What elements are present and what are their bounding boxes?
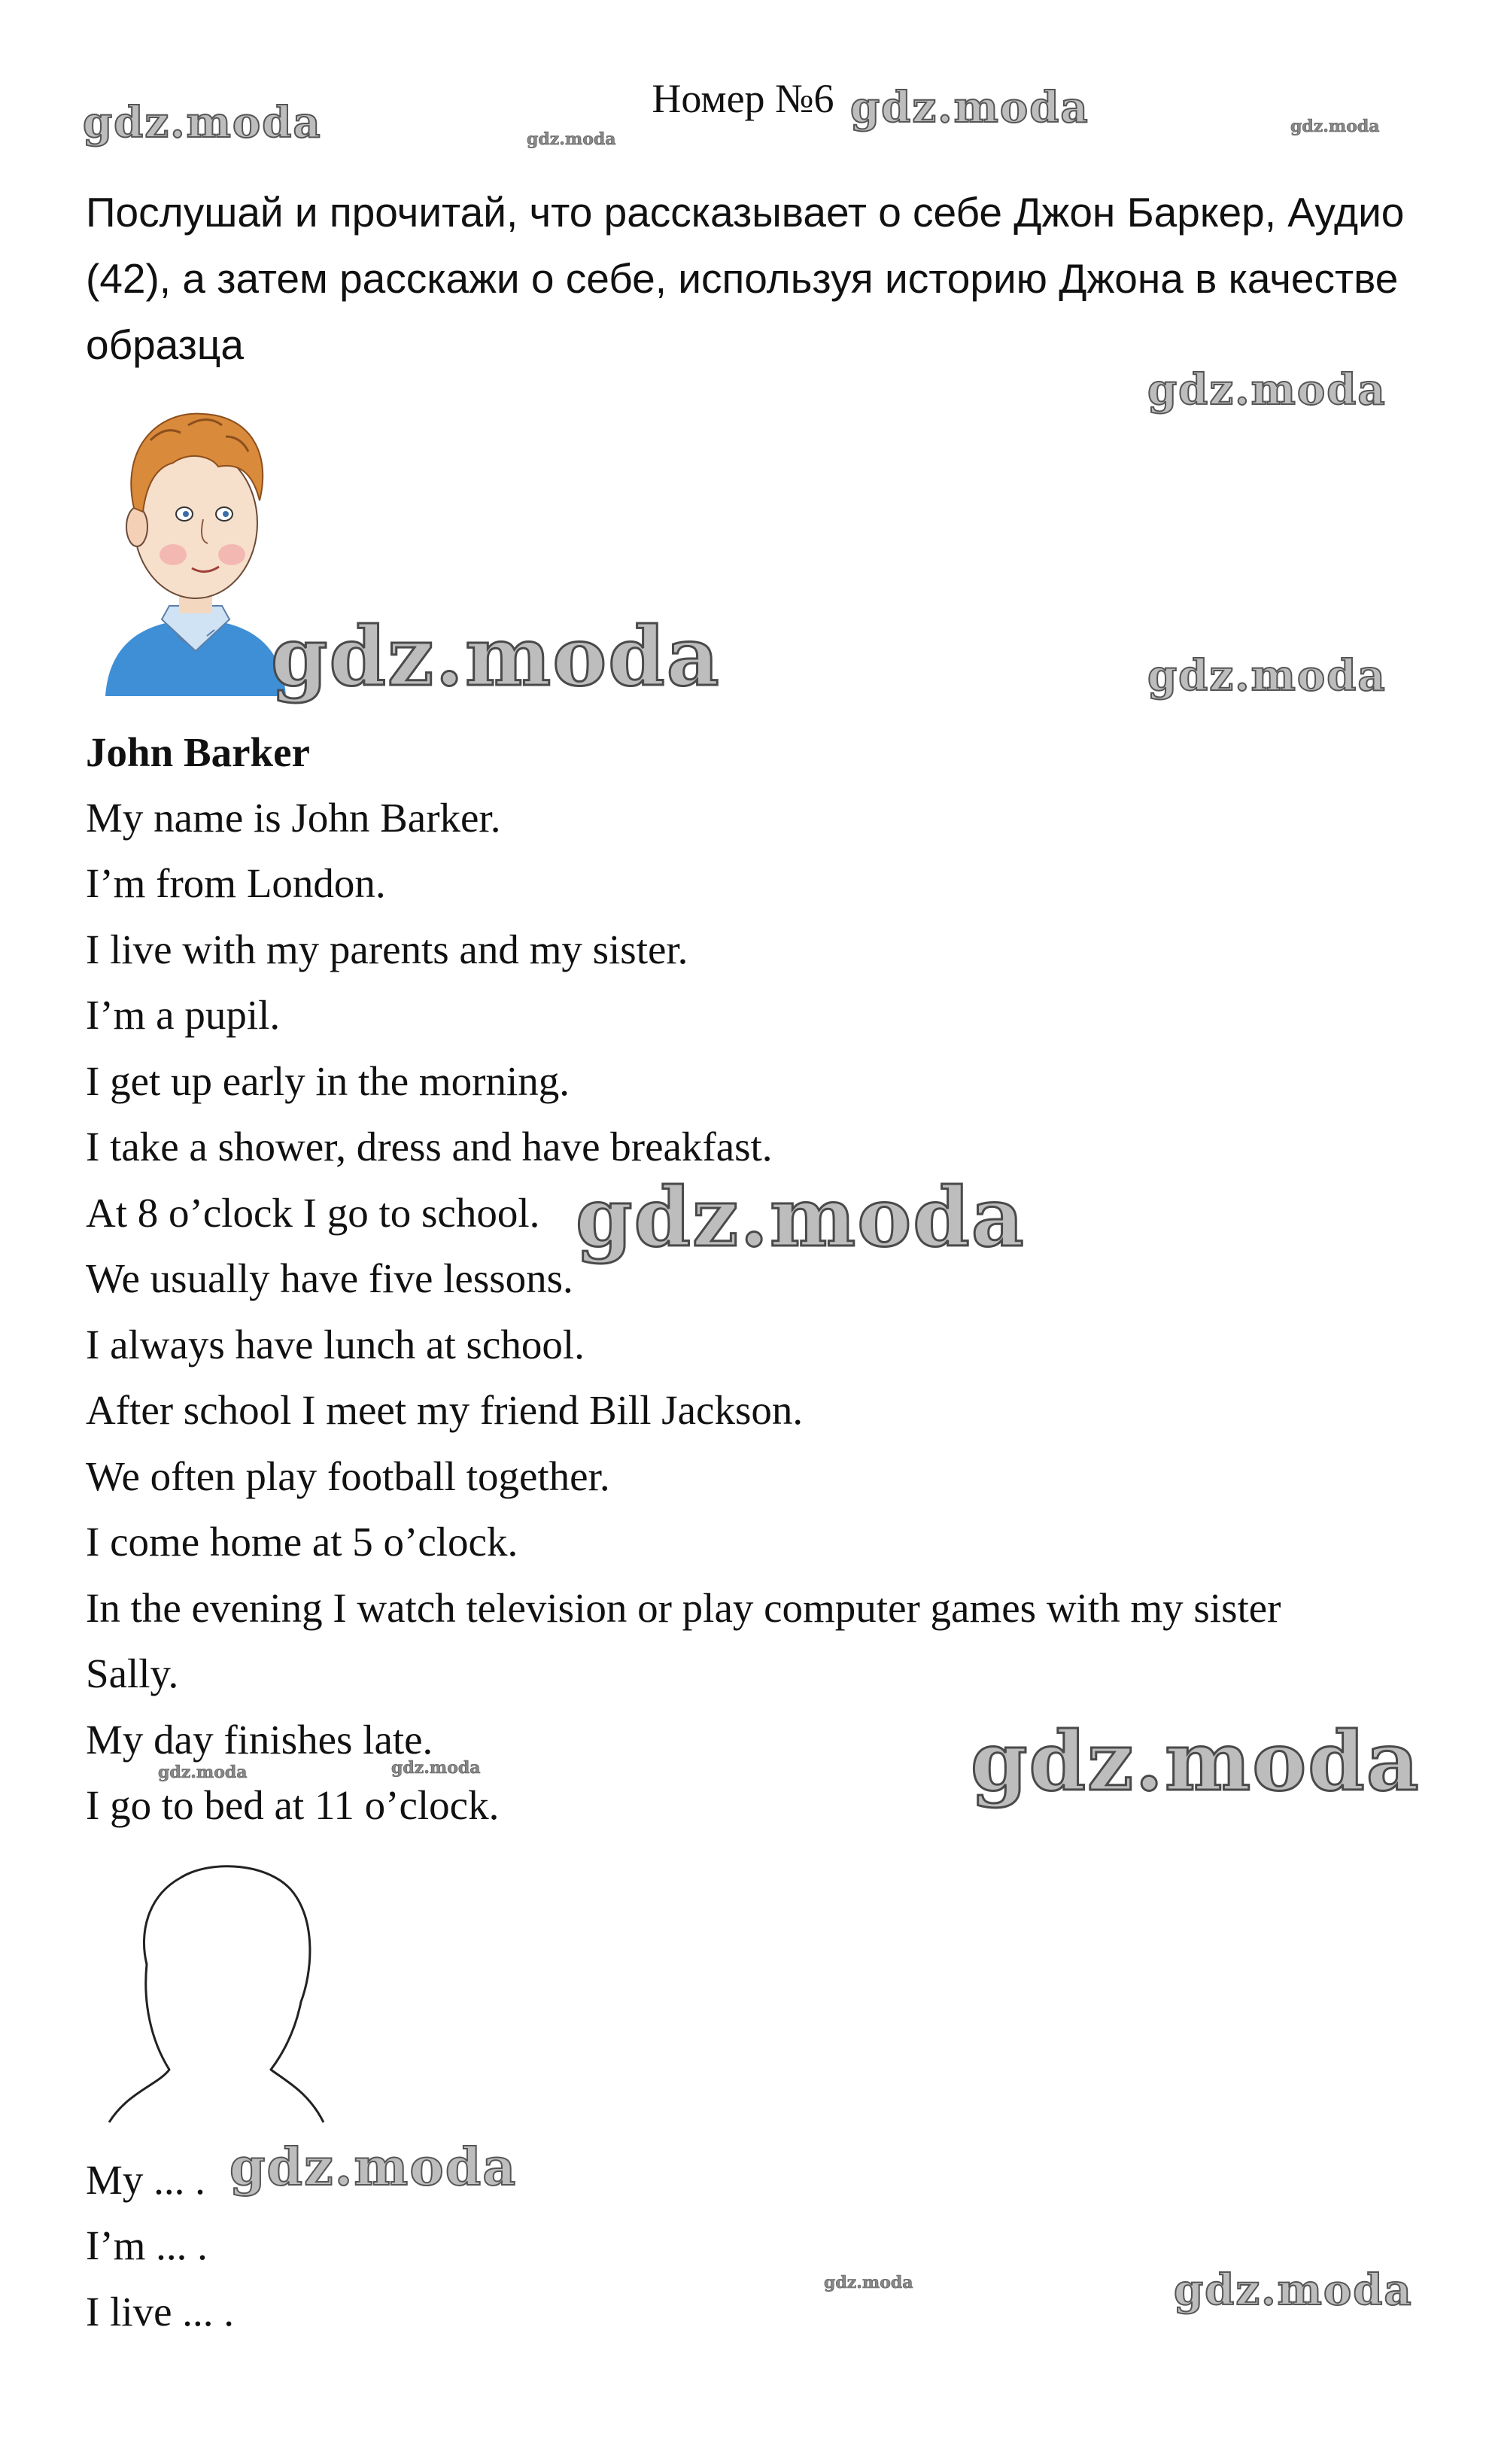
story-name: John Barker — [86, 729, 310, 775]
template-line: I’m ... . — [86, 2222, 208, 2268]
story-line: In the evening I watch television or play computer games with my sister — [86, 1585, 1281, 1631]
template-line: I live ... . — [86, 2289, 235, 2335]
watermark: gdz.moda — [1147, 365, 1387, 415]
story-line: We often play football together. — [86, 1453, 610, 1499]
watermark: gdz.moda — [1147, 651, 1387, 701]
story-line: Sally. — [86, 1650, 179, 1696]
story-line: I’m a pupil. — [86, 992, 281, 1038]
story-line: My day finishes late. — [86, 1717, 433, 1763]
watermark: gdz.moda — [229, 2137, 518, 2198]
story-line: I live with my parents and my sister. — [86, 926, 688, 972]
watermark: gdz.moda — [576, 1170, 1026, 1265]
boy-illustration — [98, 380, 293, 696]
story-line: We usually have five lessons. — [86, 1255, 573, 1301]
story-line: My name is John Barker. — [86, 795, 501, 841]
story-line: I go to bed at 11 o’clock. — [86, 1782, 500, 1828]
watermark: gdz.moda — [824, 2273, 913, 2292]
watermark: gdz.moda — [391, 1758, 481, 1778]
head-silhouette — [98, 1851, 354, 2130]
story-line: I get up early in the morning. — [86, 1058, 570, 1104]
story-line: I’m from London. — [86, 860, 386, 906]
story-line: I take a shower, dress and have breakfast. — [86, 1124, 773, 1170]
story-line: I come home at 5 o’clock. — [86, 1519, 518, 1565]
story-line: At 8 o’clock I go to school. — [86, 1190, 540, 1236]
watermark: gdz.moda — [271, 610, 721, 704]
watermark: gdz.moda — [850, 83, 1089, 132]
template-line: My ... . — [86, 2157, 205, 2203]
watermark: gdz.moda — [971, 1714, 1421, 1809]
story-line: I always have lunch at school. — [86, 1322, 585, 1367]
watermark: gdz.moda — [158, 1763, 248, 1782]
watermark: gdz.moda — [1174, 2265, 1413, 2315]
page-title: Номер №6 — [652, 76, 834, 121]
watermark: gdz.moda — [1290, 117, 1380, 136]
story-line: After school I meet my friend Bill Jackson. — [86, 1387, 804, 1433]
task-instruction: Послушай и прочитай, что рассказывает о себе Джон Баркер, Аудио (42), а затем расскажи о себе, используя историю Джона в качестве образца — [86, 189, 1405, 368]
watermark: gdz.moda — [527, 129, 616, 149]
watermark: gdz.moda — [83, 98, 322, 148]
